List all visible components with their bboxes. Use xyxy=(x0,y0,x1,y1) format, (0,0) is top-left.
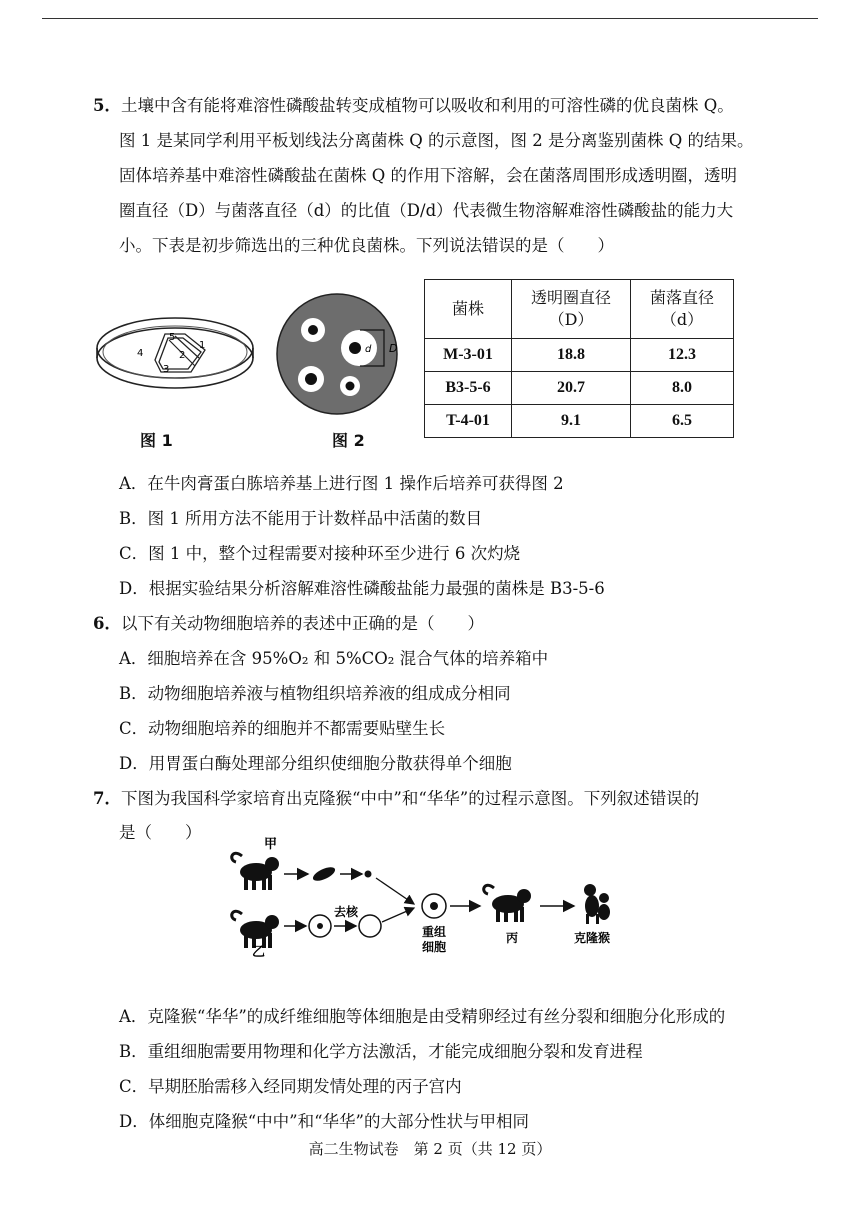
q6-option-d: D．用胃蛋白酶处理部分组织使细胞分散获得单个细胞 xyxy=(119,754,512,773)
q5-number: 5． xyxy=(93,96,121,115)
fig1-number-5: 5 xyxy=(169,332,176,343)
label-monkey-jia: 甲 xyxy=(264,837,278,852)
enucleated-oocyte-icon xyxy=(359,915,381,937)
strain-table xyxy=(424,279,734,438)
label-monkey-yi: 乙 xyxy=(252,945,266,960)
q5-line-1 xyxy=(93,95,734,117)
q7-line-1 xyxy=(93,788,699,810)
figure-2-caption: 图 2 xyxy=(332,431,365,450)
q6-line-1 xyxy=(93,613,484,635)
cloning-process-diagram xyxy=(228,834,628,960)
header-clear-zone: 透明圈直径 （D） xyxy=(512,280,631,339)
q5-line-3: 固体培养基中难溶性磷酸盐在菌株 Q 的作用下溶解，会在菌落周围形成透明圈，透明 xyxy=(119,166,738,185)
q7-number: 7． xyxy=(93,789,121,808)
table-cell: M-3-01 xyxy=(425,339,512,372)
q5-option-d: D．根据实验结果分析溶解难溶性磷酸盐能力最强的菌株是 B3-5-6 xyxy=(119,579,605,598)
figure-2-colony-plate xyxy=(274,290,414,420)
table-cell: 6.5 xyxy=(631,405,734,438)
header-strain: 菌株 xyxy=(425,280,512,339)
somatic-cell-icon xyxy=(311,864,337,883)
q7-option-d: D．体细胞克隆猴“中中”和“华华”的大部分性状与甲相同 xyxy=(119,1112,529,1131)
table-cell: 12.3 xyxy=(631,339,734,372)
q7-stem-1: 下图为我国科学家培育出克隆猴“中中”和“华华”的过程示意图。下列叙述错误的 xyxy=(120,789,700,808)
header-colony: 菌落直径 （d） xyxy=(631,280,734,339)
table-cell: 9.1 xyxy=(512,405,631,438)
q7-option-c: C．早期胚胎需移入经同期发情处理的丙子宫内 xyxy=(119,1077,462,1096)
table-cell: 8.0 xyxy=(631,372,734,405)
q5-line-2: 图 1 是某同学利用平板划线法分离菌株 Q 的示意图，图 2 是分离鉴别菌株 Q 的结果。 xyxy=(119,131,754,150)
fig2-big-d-label: D xyxy=(389,342,398,355)
table-cell: 18.8 xyxy=(512,339,631,372)
monkey-bing-icon xyxy=(484,885,531,922)
page-footer: 高二生物试卷 第 2 页（共 12 页） xyxy=(308,1140,552,1158)
nucleus-icon xyxy=(365,871,372,878)
clone-monkeys-icon xyxy=(584,884,610,924)
label-recombinant-1: 重组 xyxy=(422,925,447,939)
q5-option-c: C．图 1 中，整个过程需要对接种环至少进行 6 次灼烧 xyxy=(119,544,521,563)
label-monkey-bing: 丙 xyxy=(506,931,519,945)
table-row xyxy=(425,405,734,438)
q5-line-5: 小。下表是初步筛选出的三种优良菌株。下列说法错误的是（ ） xyxy=(119,236,614,255)
table-cell: 20.7 xyxy=(512,372,631,405)
q7-option-a: A．克隆猴“华华”的成纤维细胞等体细胞是由受精卵经过有丝分裂和细胞分化形成的 xyxy=(119,1007,726,1026)
table-row xyxy=(425,339,734,372)
q6-option-c: C．动物细胞培养的细胞并不都需要贴壁生长 xyxy=(119,719,446,738)
fig1-number-1: 1 xyxy=(199,340,206,351)
table-header-row xyxy=(425,280,734,339)
q7-option-b: B．重组细胞需要用物理和化学方法激活，才能完成细胞分裂和发育进程 xyxy=(119,1042,643,1061)
label-recombinant-2: 细胞 xyxy=(422,940,447,954)
fig1-number-2: 2 xyxy=(179,350,186,361)
figure-1-caption: 图 1 xyxy=(140,431,173,450)
q5-line-4: 圈直径（D）与菌落直径（d）的比值（D/d）代表微生物溶解难溶性磷酸盐的能力大 xyxy=(119,201,734,220)
label-clone-monkey: 克隆猴 xyxy=(574,931,611,945)
q5-option-a: A．在牛肉膏蛋白胨培养基上进行图 1 操作后培养可获得图 2 xyxy=(119,474,564,493)
q6-number: 6． xyxy=(93,614,121,633)
q6-option-a: A．细胞培养在含 95%O₂ 和 5%CO₂ 混合气体的培养箱中 xyxy=(119,649,549,668)
table-row xyxy=(425,372,734,405)
figure-1-streak-plate xyxy=(95,300,255,410)
q5-option-b: B．图 1 所用方法不能用于计数样品中活菌的数目 xyxy=(119,509,483,528)
label-enucleation: 去核 xyxy=(334,905,359,919)
fig1-number-4: 4 xyxy=(137,348,144,359)
table-cell: B3-5-6 xyxy=(425,372,512,405)
fig2-small-d-label: d xyxy=(365,344,372,355)
q6-stem: 以下有关动物细胞培养的表述中正确的是（ ） xyxy=(120,614,484,633)
top-rule xyxy=(42,18,818,19)
table-cell: T-4-01 xyxy=(425,405,512,438)
q7-line-2: 是（ ） xyxy=(119,823,202,842)
monkey-jia-icon xyxy=(232,853,279,890)
q5-stem-1: 土壤中含有能将难溶性磷酸盐转变成植物可以吸收和利用的可溶性磷的优良菌株 Q。 xyxy=(120,96,734,115)
monkey-yi-icon xyxy=(232,911,279,948)
fig1-number-3: 3 xyxy=(163,364,170,375)
q6-option-b: B．动物细胞培养液与植物组织培养液的组成成分相同 xyxy=(119,684,511,703)
